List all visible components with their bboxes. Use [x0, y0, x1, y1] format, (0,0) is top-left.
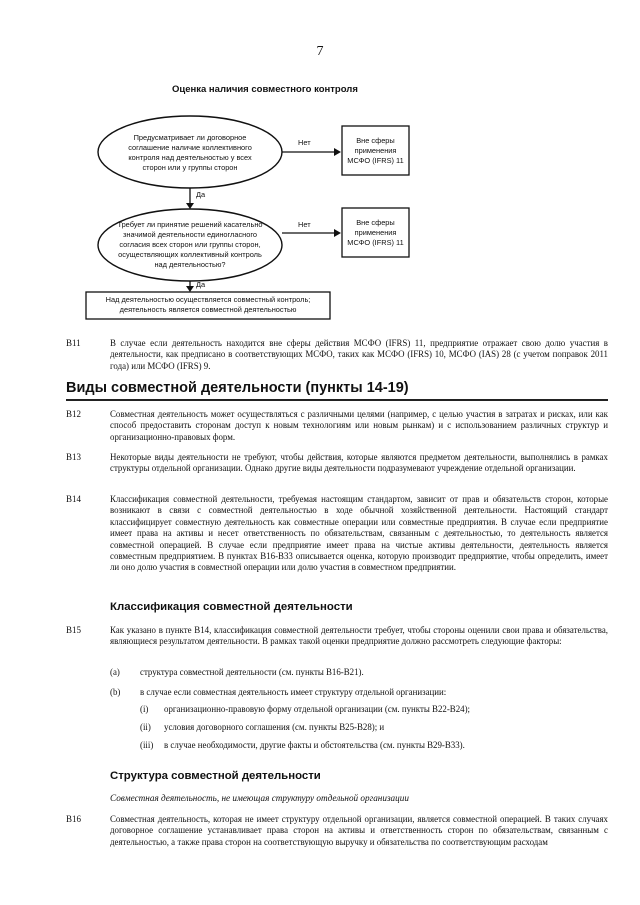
arrow-no-2-head [334, 229, 341, 237]
flowchart-diagram [0, 0, 640, 340]
yes-label-2: Да [196, 280, 206, 289]
subsection-heading: Структура совместной деятельности [110, 770, 321, 782]
paragraph-number: B16 [66, 814, 82, 824]
list-marker: (b) [110, 687, 121, 697]
decision-2-line: осуществляющих коллективный контроль [118, 250, 262, 259]
decision-2-line: значимой деятельности единогласного [122, 230, 258, 239]
no-label-2: Нет [298, 220, 311, 229]
decision-1-line: Предусматривает ли договорное [133, 133, 247, 142]
list-item: в случае если совместная деятельность имеет структуру отдельной организации: [140, 687, 447, 697]
decision-2-text [104, 220, 276, 270]
subheading: Совместная деятельность, не имеющая структуру отдельной организации [110, 793, 409, 803]
paragraph-b12: Совместная деятельность может осуществляться с различными целями (например, с целью участия в затратах и рисках, или как способ предоставить сторонам доступ к новым технологиям или новым рынкам) и с использованием различных структур и организационно-правовых форм. [110, 409, 608, 442]
decision-1-line: соглашение наличие коллективного [128, 143, 252, 152]
sublist-marker: (i) [140, 704, 149, 714]
arrow-no-1-head [334, 148, 341, 156]
decision-1-text [108, 133, 272, 173]
decision-1-line: контроля над деятельностью у всех [128, 153, 252, 162]
subsection-heading: Классификация совместной деятельности [110, 601, 353, 613]
list-item: структура совместной деятельности (см. пункты B16-B21). [140, 667, 364, 677]
decision-2-line: согласия всех сторон или группы сторон, [119, 240, 261, 249]
heading-rule [66, 399, 608, 401]
out-box-line: МСФО (IFRS) 11 [347, 156, 404, 165]
sublist-item: организационно-правовую форму отдельной организации (см. пункты B22-B24); [164, 704, 470, 714]
paragraph-b15: Как указано в пункте B14, классификация совместной деятельности требует, чтобы стороны оценили свои права и обязательства, являющиеся результатом деятельности. В рамках такой оценки предприятие должно рассмотреть следующие факторы: [110, 625, 608, 647]
out-box-line: Вне сферы [356, 136, 395, 145]
no-label-1: Нет [298, 138, 311, 147]
out-box-line: Вне сферы [356, 218, 395, 227]
out-box-line: применения [354, 228, 397, 237]
page-number: 7 [316, 44, 324, 59]
paragraph-b16: Совместная деятельность, которая не имеет структуру отдельной организации, является совместной операцией. В таких случаях договорное соглашение устанавливает права сторон на активы и ответственность сторон по обязательствам, связанным с деятельностью, а также права сторон на соответствующую выручку и обязательства по соответствующим расходам [110, 814, 608, 847]
result-line: деятельность является совместной деятельностью [119, 305, 297, 314]
list-marker: (a) [110, 667, 120, 677]
paragraph-number: B11 [66, 338, 81, 348]
paragraph-b14: Классификация совместной деятельности, требуемая настоящим стандартом, зависит от прав и обязательств сторон, которые возникают в связи с совместной деятельностью в ходе обычной хозяйственной деятельности. Настоящий стандарт классифицирует совместную деятельность как совместные операции или совместные предприятия. В случае если предприятие имеет права на активы и несет ответственность по обязательствам, связанным с деятельностью, то деятельность является совместной операцией. В случае если предприятие имеет права на чистые активы деятельности, деятельность является совместным предприятием. В пунктах B16-B33 описывается оценка, которую производит предприятие, чтобы определить, имеет ли оно долю участия в совместной операции или долю участия в совместном предприятии. [110, 494, 608, 573]
paragraph-number: B14 [66, 494, 82, 504]
out-box-1-text [342, 136, 409, 166]
out-box-line: МСФО (IFRS) 11 [347, 238, 404, 247]
arrow-yes-1-head [186, 203, 194, 209]
yes-label-1: Да [196, 190, 206, 199]
sublist-item: в случае необходимости, другие факты и обстоятельства (см. пункты B29-B33). [164, 740, 465, 750]
sublist-item: условия договорного соглашения (см. пункты B25-B28); и [164, 722, 385, 732]
decision-2-line: над деятельностью? [154, 260, 226, 269]
paragraph-b13: Некоторые виды деятельности не требуют, чтобы действия, которые являются предметом деятельности, выполнялись в рамках структуры отдельной организации. Однако другие виды деятельности подразумевают учреждение отдельной организации. [110, 452, 608, 474]
decision-1-line: сторон или у группы сторон [142, 163, 238, 172]
decision-2-line: Требует ли принятие решений касательно [117, 220, 263, 229]
result-box-text [86, 295, 330, 315]
section-heading: Виды совместной деятельности (пункты 14-19) [66, 380, 409, 396]
out-box-line: применения [354, 146, 397, 155]
flowchart-title: Оценка наличия совместного контроля [172, 84, 358, 95]
sublist-marker: (ii) [140, 722, 151, 732]
paragraph-b11: В случае если деятельность находится вне сферы действия МСФО (IFRS) 11, предприятие отражает свою долю участия в деятельности, как предписано в соответствующих МСФО, таких как МСФО (IFRS) 10, МСФО (IAS) 28 (с учетом поправок 2011 года) или МСФО (IFRS) 9. [110, 338, 608, 371]
paragraph-number: B15 [66, 625, 82, 635]
paragraph-number: B13 [66, 452, 82, 462]
sublist-marker: (iii) [140, 740, 154, 750]
paragraph-number: B12 [66, 409, 82, 419]
result-line: Над деятельностью осуществляется совместный контроль; [105, 295, 311, 304]
arrow-yes-2-head [186, 286, 194, 292]
out-box-2-text [342, 218, 409, 248]
